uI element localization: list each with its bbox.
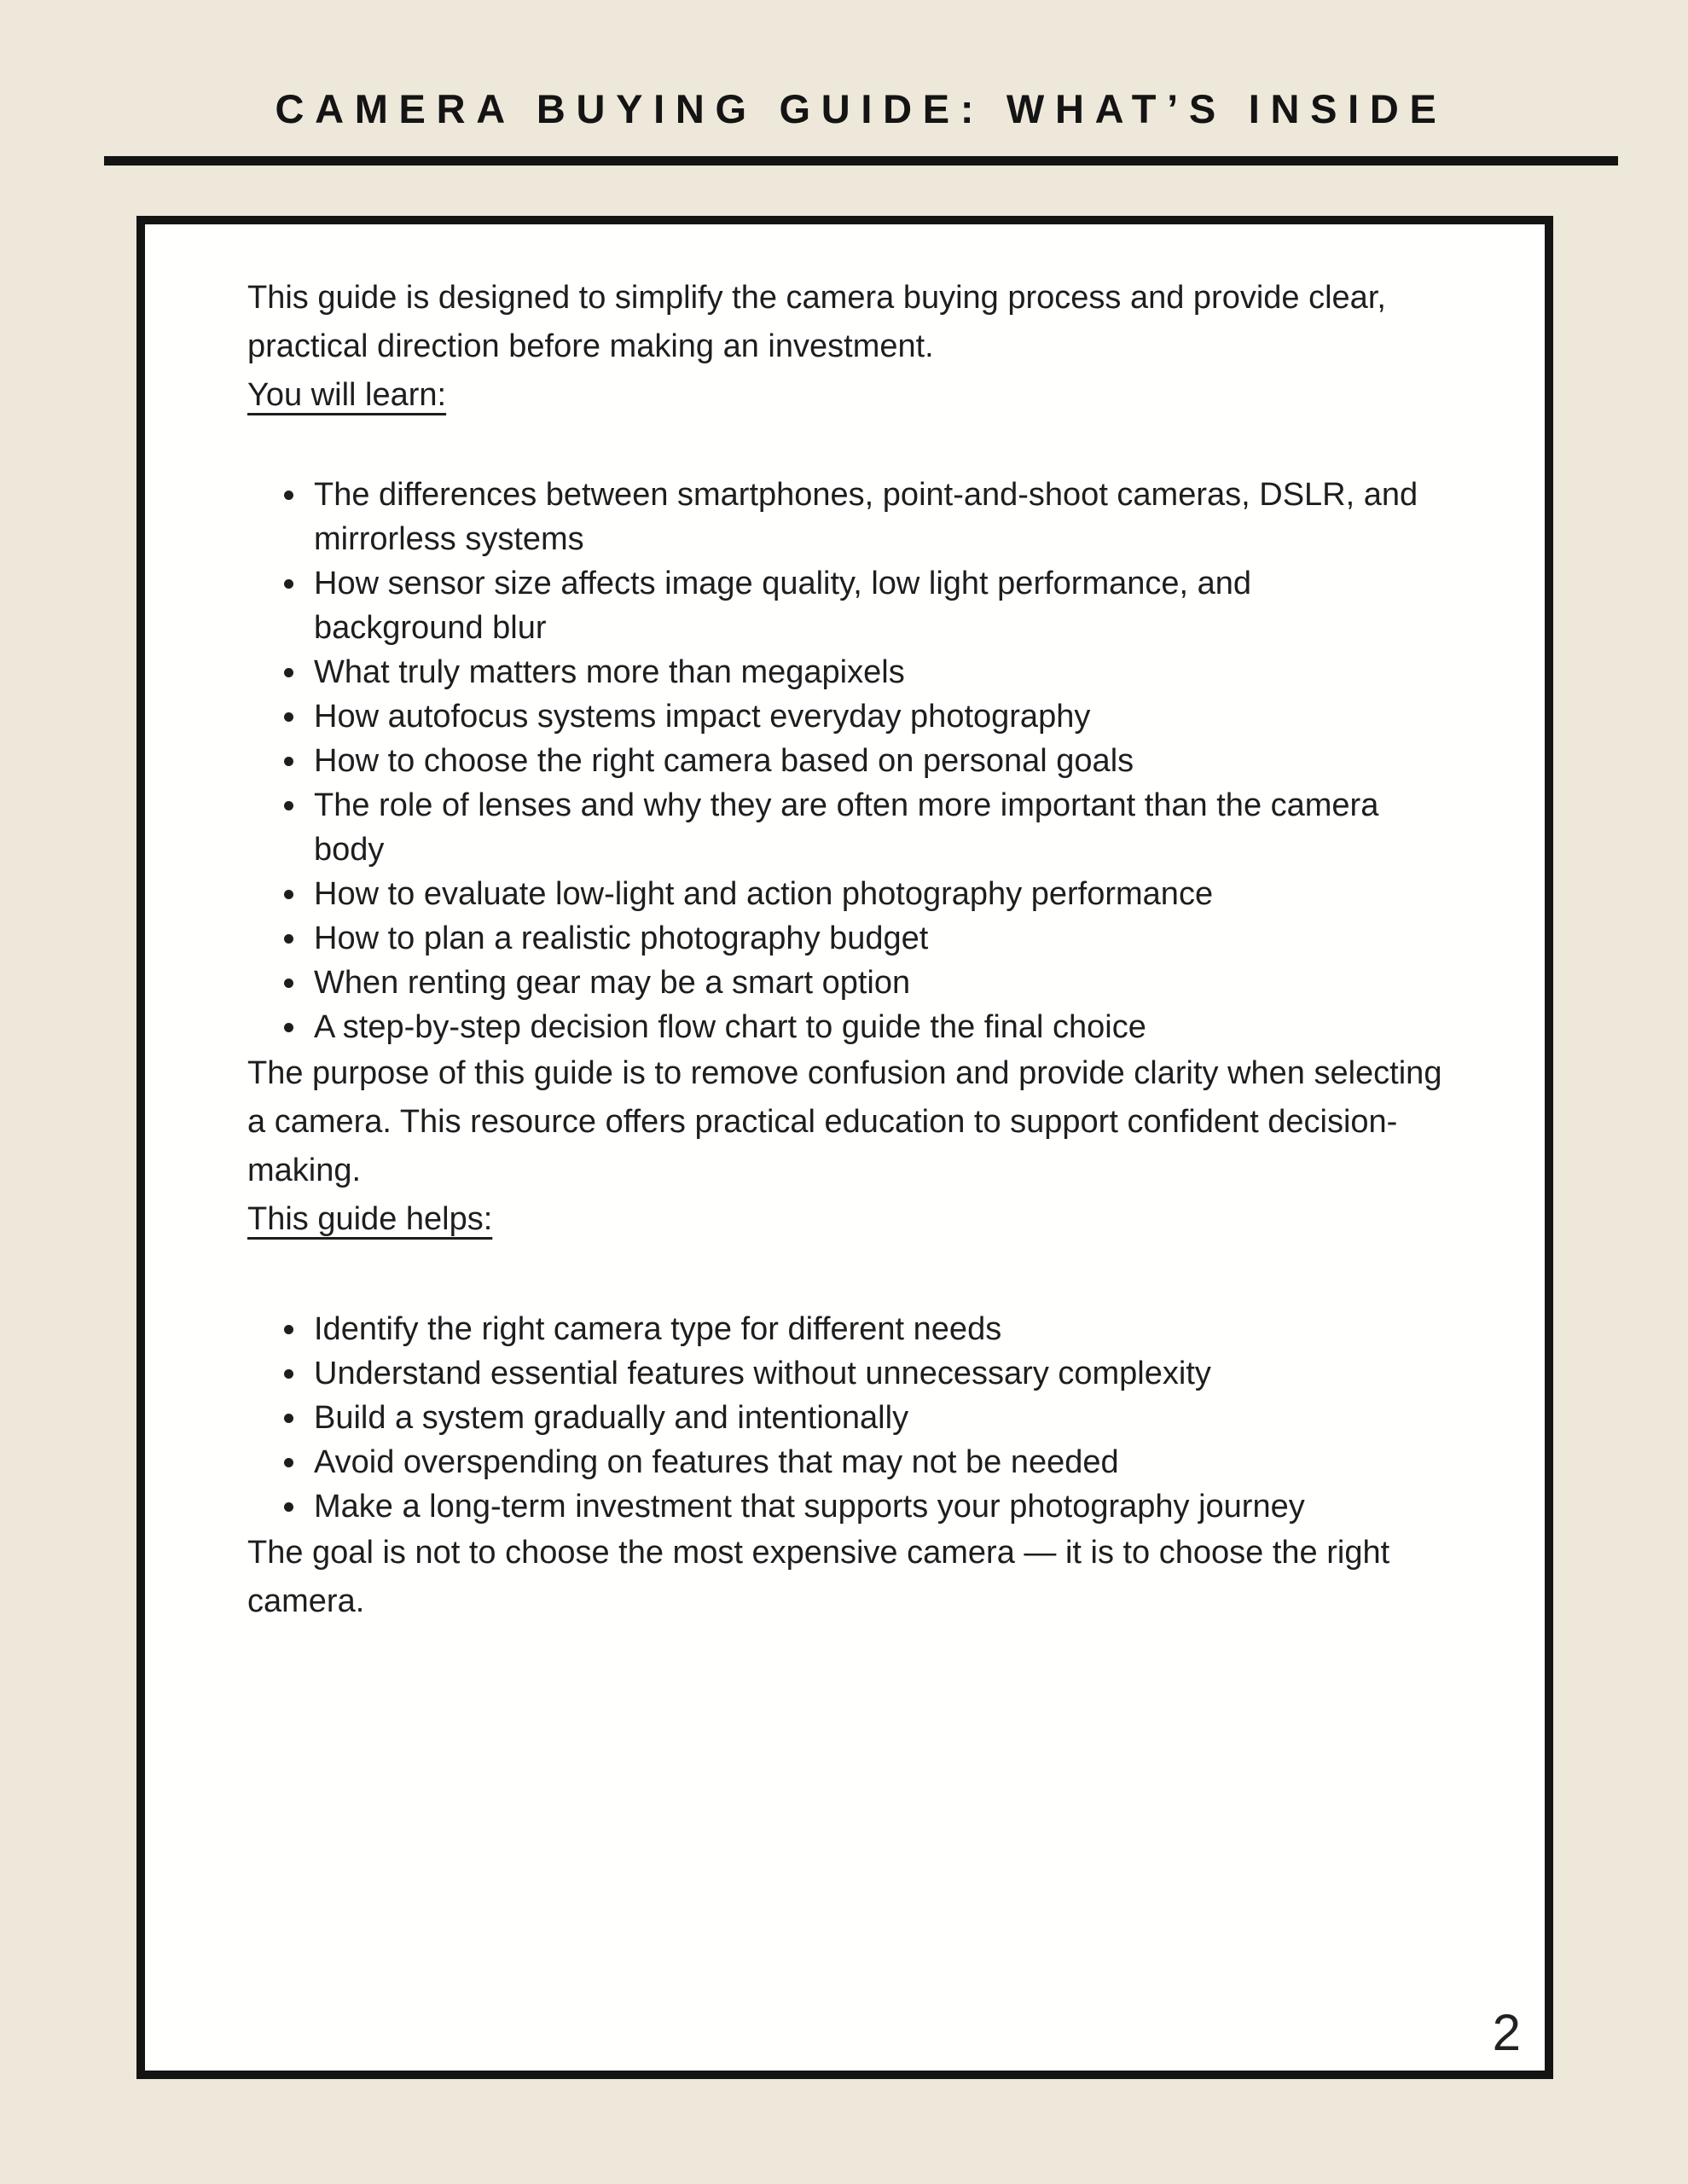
list-item: • When renting gear may be a smart option [309, 961, 1423, 1005]
list-item: • A step-by-step decision flow chart to guide the final choice [309, 1005, 1423, 1049]
closing-paragraph: The goal is not to choose the most expensive camera — it is to choose the right camera. [247, 1535, 1390, 1619]
purpose-paragraph: The purpose of this guide is to remove confusion and provide clarity when selecting a camera. This resource offers practical education to support confident decision-making. [247, 1055, 1442, 1188]
learn-heading: You will learn: [247, 377, 447, 413]
helps-heading: This guide helps: [247, 1201, 493, 1237]
list-item: • How to choose the right camera based on personal goals [309, 739, 1423, 783]
page-number: 2 [1492, 2004, 1521, 2061]
list-item: • How to evaluate low-light and action photography performance [309, 872, 1423, 916]
list-item: • Identify the right camera type for different needs [309, 1307, 1423, 1351]
page-title: CAMERA BUYING GUIDE: WHAT’S INSIDE [275, 86, 1447, 131]
list-item: • Build a system gradually and intentionally [309, 1396, 1423, 1440]
list-item: • The role of lenses and why they are often more important than the camera body [309, 783, 1423, 872]
helps-list [247, 1307, 1451, 1529]
list-item: • Make a long-term investment that supports your photography journey [309, 1484, 1423, 1529]
content-card [136, 216, 1553, 2079]
list-item: • The differences between smartphones, point-and-shoot cameras, DSLR, and mirrorless systems [309, 473, 1423, 561]
list-item: • How to plan a realistic photography budget [309, 916, 1423, 961]
list-item: • How sensor size affects image quality, low light performance, and background blur [309, 561, 1423, 650]
list-item: • Understand essential features without unnecessary complexity [309, 1351, 1423, 1396]
list-item: • What truly matters more than megapixels [309, 650, 1423, 694]
list-item: • How autofocus systems impact everyday photography [309, 694, 1423, 739]
learn-list [247, 473, 1451, 1049]
title-underline [104, 156, 1618, 166]
list-item: • Avoid overspending on features that may not be needed [309, 1440, 1423, 1484]
header [104, 85, 1618, 166]
intro-paragraph: This guide is designed to simplify the camera buying process and provide clear, practical direction before making an investment. [247, 280, 1386, 364]
